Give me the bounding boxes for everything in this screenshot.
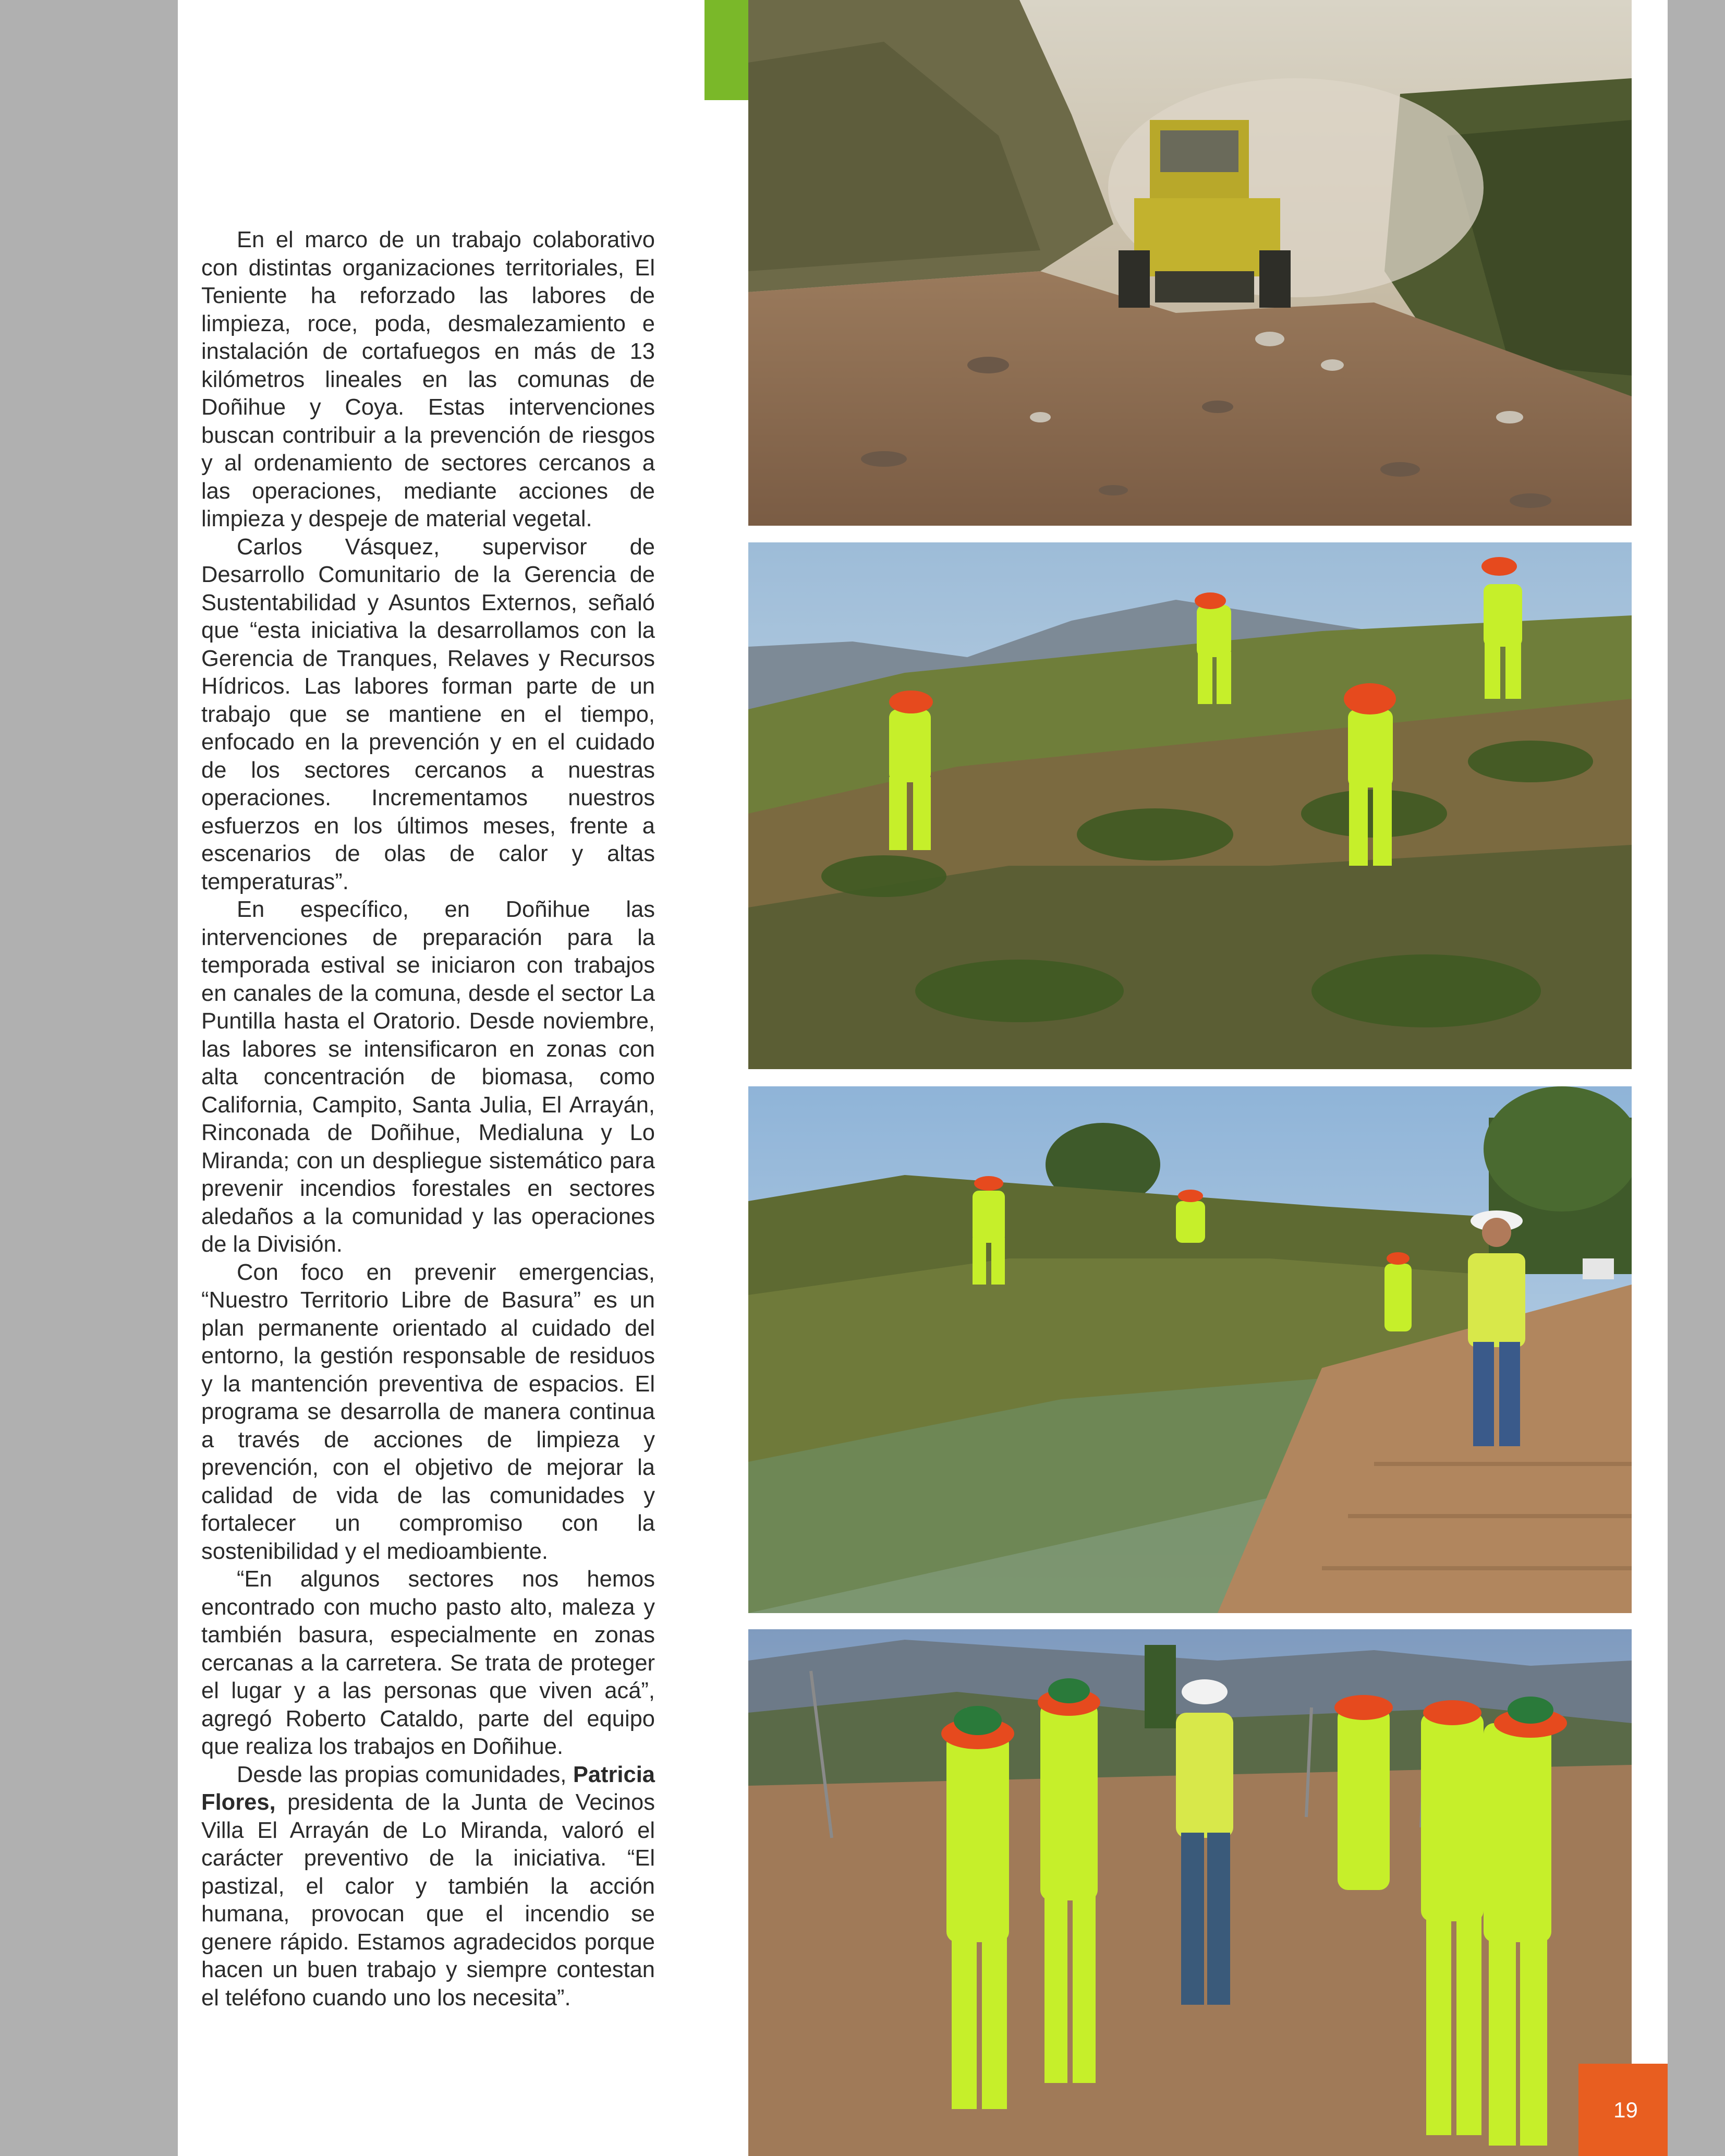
article-paragraph-5: “En algunos sectores nos hemos encontrado con mucho pasto alto, maleza y también basura, especialmente en zonas cercanas a la carretera. Se trata de proteger el lugar y a las personas que viven acá”, agregó Roberto Cataldo, parte del equipo que realiza los trabajos en Doñihue. xyxy=(201,1567,655,1759)
article-paragraph-3: En específico, en Doñihue las intervenciones de preparación para la temporada estival se iniciaron con trabajos en canales de la comuna, desde el sector La Puntilla hasta el Oratorio. Desde noviembre, las labores se intensificaron en zonas con alta concentración de biomasa, como California, Campito, Santa Julia, El Arrayán, Rinconada de Doñihue, Medialuna y Lo Miranda; con un despliegue sistemático para prevenir incendios forestales en sectores aledaños a la comunidad y las operaciones de la División. xyxy=(201,897,655,1257)
article-body xyxy=(201,226,655,2012)
article-paragraph-6 xyxy=(201,1761,655,2013)
page-number: 19 xyxy=(1578,2064,1668,2156)
article-paragraph-1: En el marco de un trabajo colaborativo con distintas organizaciones territoriales, El Teniente ha reforzado las labores de limpieza, roce, poda, desmalezamiento e instalación de cortafuegos en más de 13 kilómetros lineales en las comunas de Doñihue y Coya. Estas intervenciones buscan contribuir a la prevención de riesgos y al ordenamiento de sectores cercanos a las operaciones, mediante acciones de limpieza y despeje de material vegetal. xyxy=(201,227,655,531)
photo-workers-group xyxy=(748,1629,1632,2156)
paragraph-6-lead: Desde las propias comunidades, xyxy=(237,1762,573,1787)
photo-bulldozer-firebreak xyxy=(748,0,1632,526)
magazine-page xyxy=(178,0,1668,2156)
article-paragraph-4: Con foco en prevenir emergencias, “Nuestro Territorio Libre de Basura” es un plan permanente orientado al cuidado del entorno, la gestión responsable de residuos y la mantención preventiva de espacios. El programa se desarrolla de manera continua a través de acciones de limpieza y prevención, con el objetivo de mejorar la calidad de vida de las comunidades y fortalecer un compromiso con la sostenibilidad y el medioambiente. xyxy=(201,1259,655,1564)
quoted-person-name: Patricia Flores, xyxy=(201,1762,655,1815)
photo-workers-hillside xyxy=(748,542,1632,1069)
photo-brush-clearing-road xyxy=(748,1086,1632,1613)
paragraph-6-rest: presidenta de la Junta de Vecinos Villa El Arrayán de Lo Miranda, valoró el carácter preventivo de la iniciativa. “El pastizal, el calor y también la acción humana, provocan que el incendio se genere rápido. Estamos agradecidos porque hacen un buen trabajo y siempre contestan el teléfono cuando uno los necesita”. xyxy=(201,1790,655,2010)
article-paragraph-2: Carlos Vásquez, supervisor de Desarrollo Comunitario de la Gerencia de Sustentabilidad y Asuntos Externos, señaló que “esta iniciativa la desarrollamos con la Gerencia de Tranques, Relaves y Recursos Hídricos. Las labores forman parte de un trabajo que se mantiene en el tiempo, enfocado en la prevención y en el cuidado de los sectores cercanos a nuestras operaciones. Incrementamos nuestros esfuerzos en los últimos meses, frente a escenarios de olas de calor y altas temperaturas”. xyxy=(201,534,655,894)
